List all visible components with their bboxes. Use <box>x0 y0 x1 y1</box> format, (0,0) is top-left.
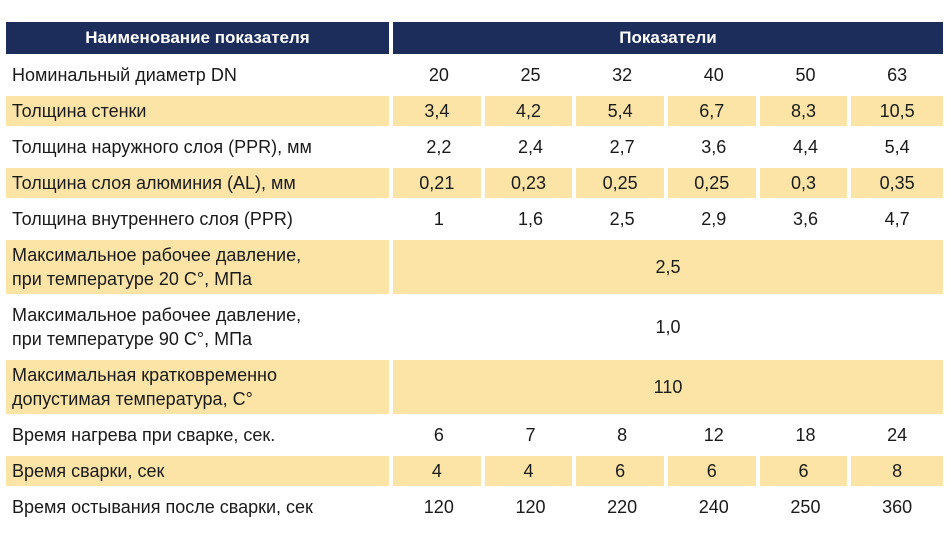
table-row <box>6 168 943 198</box>
cell-value: 1,6 <box>517 208 543 229</box>
table-row <box>6 96 943 126</box>
cell-value: 1 <box>433 208 444 229</box>
cell-value: 3,6 <box>792 208 818 229</box>
header-parameter-name: Наименование показателя <box>6 22 393 54</box>
cell-value: 5,4 <box>884 136 910 157</box>
cell-value: 2,7 <box>609 136 635 157</box>
cell-value: 3,6 <box>701 136 727 157</box>
cell-value: 4,7 <box>884 208 910 229</box>
cell-value: 8,3 <box>760 96 852 126</box>
table-row <box>6 360 943 414</box>
cell-value: 6,7 <box>668 96 760 126</box>
row-name: Толщина внутреннего слоя (PPR) <box>12 209 293 229</box>
cell-value: 20 <box>428 64 449 85</box>
row-name-line: Максимальное рабочее давление, <box>12 305 302 325</box>
cell-value: 0,21 <box>393 168 485 198</box>
cell-value: 10,5 <box>851 96 943 126</box>
merged-cell-value: 110 <box>393 360 943 414</box>
row-name <box>6 300 393 354</box>
table-header-row <box>6 22 943 54</box>
cell-value: 8 <box>617 424 628 445</box>
merged-cell-value: 2,5 <box>393 240 943 294</box>
cell-value: 6 <box>433 424 444 445</box>
cell-value: 3,4 <box>393 96 485 126</box>
table-row <box>6 60 943 90</box>
row-name-line: при температуре 20 C°, МПа <box>12 269 253 289</box>
table-row <box>6 240 943 294</box>
cell-value: 0,3 <box>760 168 852 198</box>
row-name: Время сварки, сек <box>6 456 393 486</box>
cell-value: 240 <box>698 496 729 517</box>
cell-value: 18 <box>795 424 816 445</box>
cell-value: 7 <box>525 424 536 445</box>
row-name: Толщина стенки <box>6 96 393 126</box>
cell-value: 220 <box>607 496 638 517</box>
row-name-line: при температуре 90 C°, МПа <box>12 329 253 349</box>
cell-value: 250 <box>790 496 821 517</box>
cell-value: 6 <box>668 456 760 486</box>
table-row <box>6 420 943 450</box>
cell-value: 4 <box>485 456 577 486</box>
cell-value: 4,2 <box>485 96 577 126</box>
cell-value: 25 <box>520 64 541 85</box>
row-name <box>6 240 393 294</box>
cell-value: 0,25 <box>668 168 760 198</box>
row-name-line: Максимальное рабочее давление, <box>12 245 302 265</box>
cell-value: 2,2 <box>426 136 452 157</box>
cell-value: 6 <box>760 456 852 486</box>
cell-value: 40 <box>703 64 724 85</box>
row-name: Толщина наружного слоя (PPR), мм <box>12 137 312 157</box>
cell-value: 4,4 <box>792 136 818 157</box>
table-row <box>6 300 943 354</box>
cell-value: 0,25 <box>576 168 668 198</box>
table-row <box>6 204 943 234</box>
table-row <box>6 492 943 522</box>
cell-value: 0,23 <box>485 168 577 198</box>
merged-cell-value: 1,0 <box>655 316 681 337</box>
row-name-line: допустимая температура, C° <box>12 389 253 409</box>
cell-value: 50 <box>795 64 816 85</box>
table-row <box>6 132 943 162</box>
row-name: Время остывания после сварки, сек <box>12 497 313 517</box>
cell-value: 12 <box>703 424 724 445</box>
cell-value: 0,35 <box>851 168 943 198</box>
pipe-specifications-table <box>6 16 943 528</box>
table-row <box>6 456 943 486</box>
header-values: Показатели <box>393 22 943 54</box>
cell-value: 6 <box>576 456 668 486</box>
cell-value: 2,5 <box>609 208 635 229</box>
row-name-line: Максимальная кратковременно <box>12 365 277 385</box>
row-name: Время нагрева при сварке, сек. <box>12 425 276 445</box>
cell-value: 8 <box>851 456 943 486</box>
row-name: Толщина слоя алюминия (AL), мм <box>6 168 393 198</box>
cell-value: 63 <box>887 64 908 85</box>
cell-value: 24 <box>887 424 908 445</box>
cell-value: 2,4 <box>517 136 543 157</box>
cell-value: 2,9 <box>701 208 727 229</box>
cell-value: 120 <box>515 496 546 517</box>
row-name <box>6 360 393 414</box>
cell-value: 360 <box>882 496 913 517</box>
row-name: Номинальный диаметр DN <box>12 65 237 85</box>
cell-value: 4 <box>393 456 485 486</box>
cell-value: 32 <box>612 64 633 85</box>
cell-value: 5,4 <box>576 96 668 126</box>
cell-value: 120 <box>423 496 454 517</box>
